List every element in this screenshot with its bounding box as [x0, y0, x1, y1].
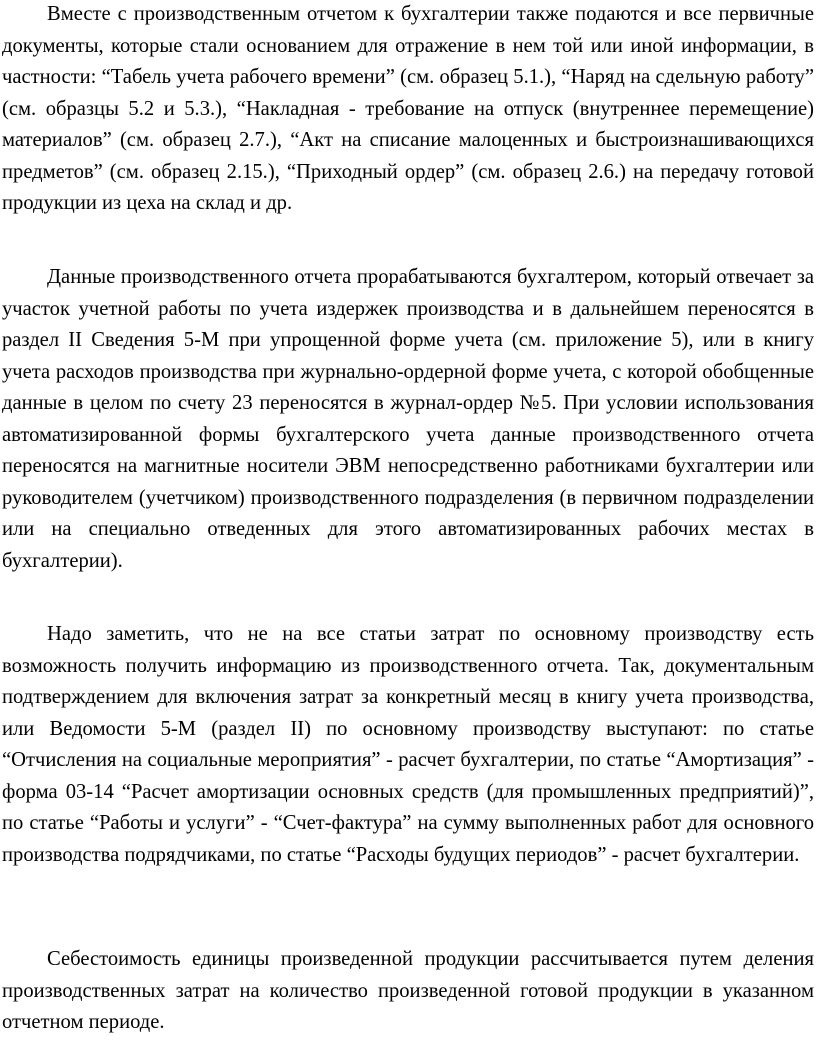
paragraph-primary-documents: Вместе с производственным отчетом к бухгалтерии также подаются и все первичные документы, которые стали основанием для отражение в нем той или иной информации, в частности: “Табель учета рабочего времени” (см. образец 5.1.), “Наряд на сдельную работу” (см. образцы 5.2 и 5.3.), “Накладная - требование на отпуск (внутреннее перемещение) материалов” (см. образец 2.7.), “Акт на списание малоценных и быстроизнашивающихся предметов” (см. образец 2.15.), “Приходный ордер” (см. образец 2.6.) на передачу готовой продукции из цеха на склад и др.	[2, 3, 814, 214]
paragraph-production-report-processing: Данные производственного отчета прорабатываются бухгалтером, который отвечает за участок учетной работы по учета издержек производства и в дальнейшем переносятся в раздел II Сведения 5-М при упрощенной форме учета (см. приложение 5), или в книгу учета расходов производства при журнально-ордерной форме учета, с которой обобщенные данные в целом по счету 23 переносятся в журнал-ордер №5. При условии использования автоматизированной формы бухгалтерского учета данные производственного отчета переносятся на магнитные носители ЭВМ непосредственно работниками бухгалтерии или руководителем (учетчиком) производственного подразделения (в первичном подразделении или на специально отведенных для этого автоматизированных рабочих местах в бухгалтерии).	[2, 266, 814, 572]
paragraph-cost-items-documentation: Надо заметить, что не на все статьи затрат по основному производству есть возможность получить информацию из производственного отчета. Так, документальным подтверждением для включения затрат за конкретный месяц в книгу учета производства, или Ведомости 5-М (раздел II) по основному производству выступают: по статье “Отчисления на социальные мероприятия” - расчет бухгалтерии, по статье “Амортизация” - форма 03-14 “Расчет амортизации основных средств (для промышленных предприятий)”, по статье “Работы и услуги” - “Счет-фактура” на сумму выполненных работ для основного производства подрядчиками, по статье “Расходы будущих периодов” - расчет бухгалтерии.	[2, 623, 814, 866]
paragraph-unit-cost-calculation: Себестоимость единицы произведенной продукции рассчитывается путем деления производственных затрат на количество произведенной готовой продукции в указанном отчетном периоде.	[2, 948, 814, 1033]
